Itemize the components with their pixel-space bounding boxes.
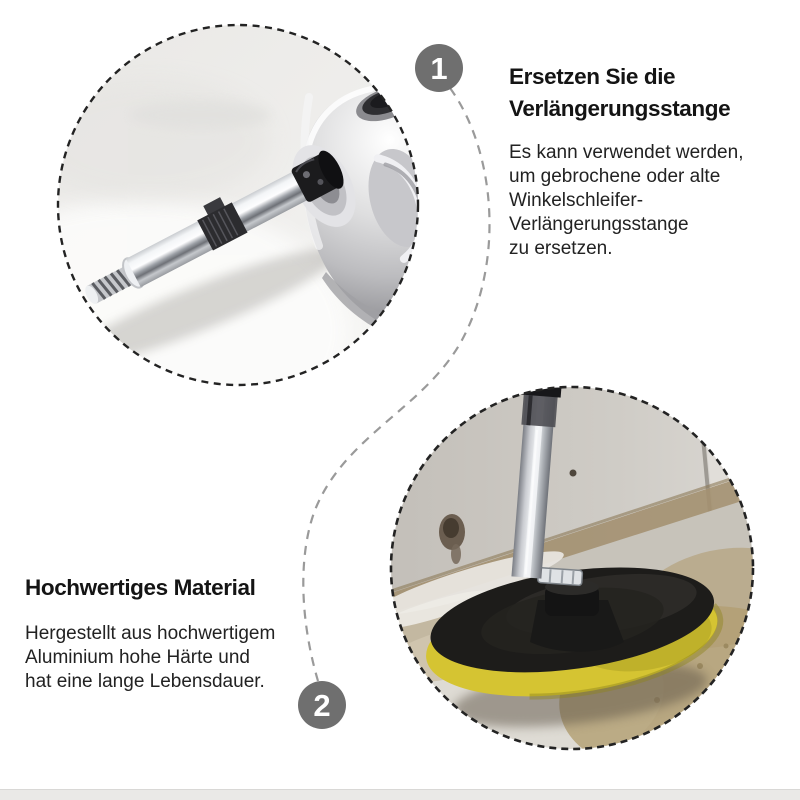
body-line: Hergestellt aus hochwertigem	[25, 623, 276, 644]
body-line: zu ersetzen.	[509, 238, 613, 259]
photo-polishing-pad	[325, 381, 800, 800]
body-line: um gebrochene oder alte	[509, 166, 721, 187]
bottom-strip	[0, 789, 800, 800]
body-line: Aluminium hohe Härte und	[25, 647, 250, 668]
section-2-heading	[25, 572, 255, 604]
heading-line: Verlängerungsstange	[509, 96, 731, 121]
body-line: Winkelschleifer-	[509, 190, 644, 211]
body-line: Es kann verwendet werden,	[509, 142, 744, 163]
section-1-heading	[509, 61, 730, 125]
body-line: hat eine lange Lebensdauer.	[25, 671, 265, 692]
heading-line: Ersetzen Sie die	[509, 64, 676, 89]
section-1-body	[509, 141, 743, 261]
photo-grinder-extension-rod	[0, 8, 470, 460]
step-badge-2: 2	[298, 681, 346, 729]
body-line: Verlängerungsstange	[509, 214, 689, 235]
step-badge-1: 1	[415, 44, 463, 92]
heading-line: Hochwertiges Material	[25, 575, 256, 600]
section-2-body	[25, 622, 275, 694]
